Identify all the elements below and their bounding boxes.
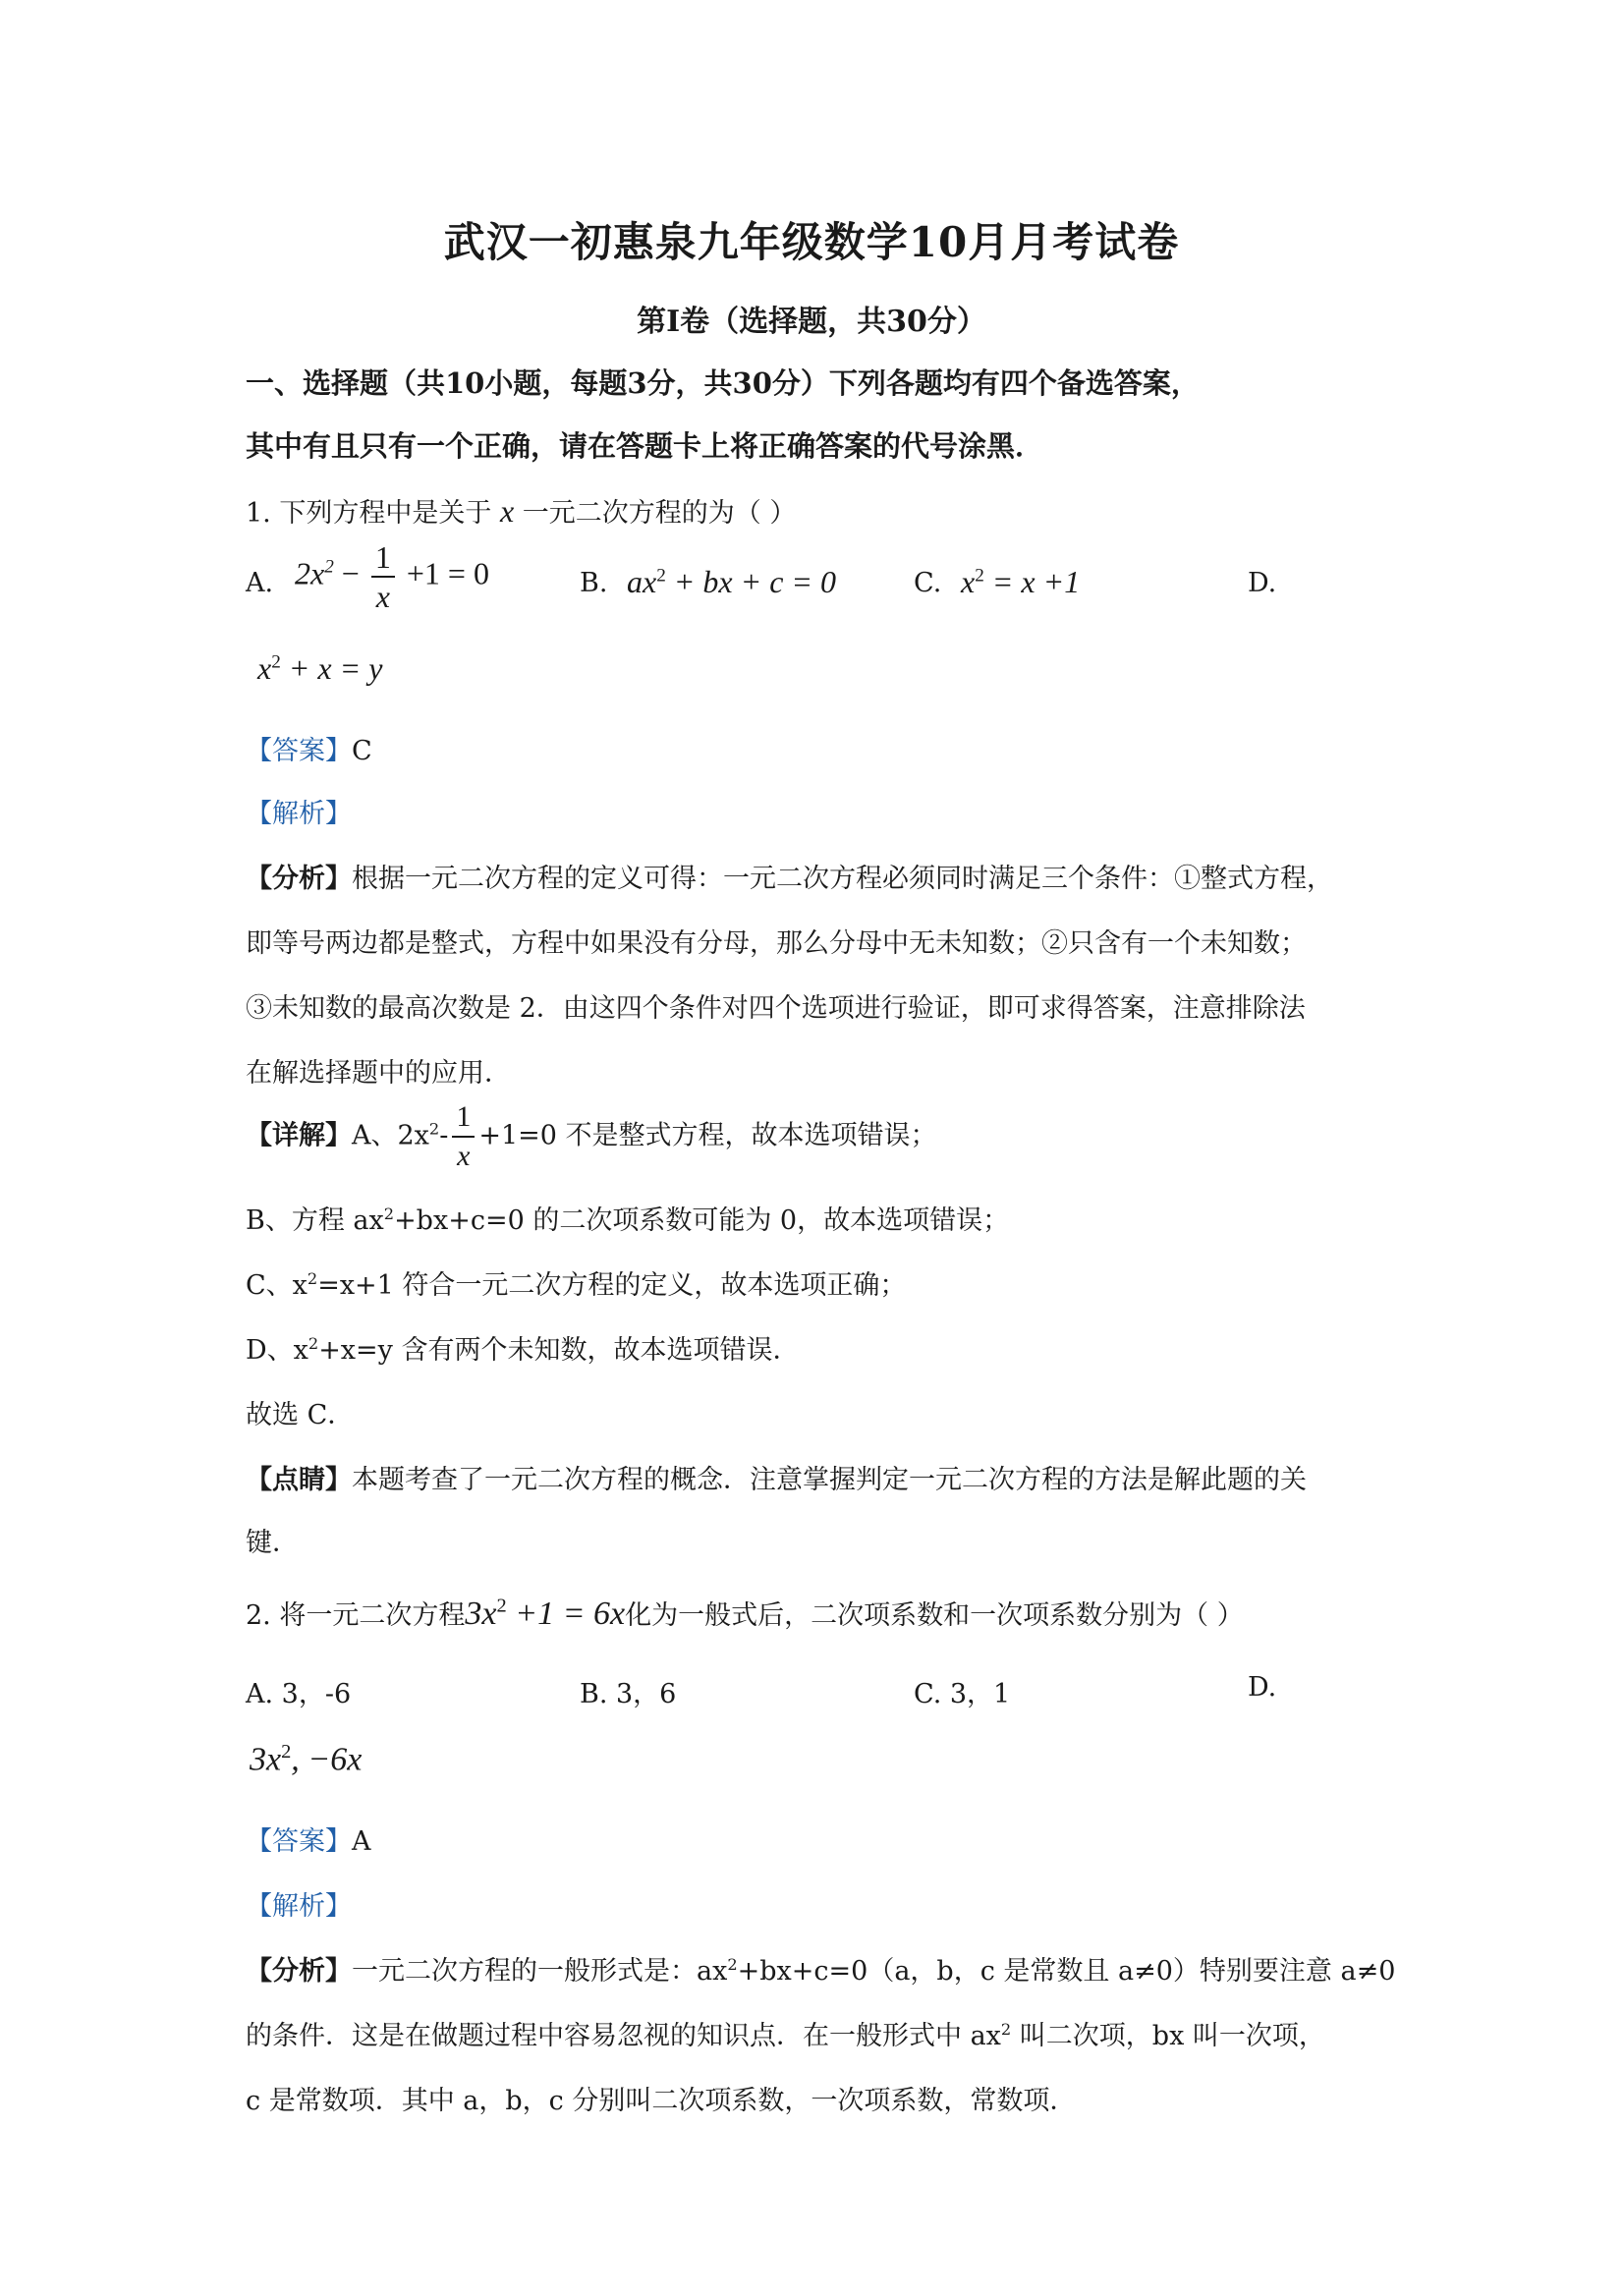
- q1-answer: [246, 729, 372, 767]
- section-instruction-line2: 其中有且只有一个正确，请在答题卡上将正确答案的代号涂黑．: [246, 429, 1044, 463]
- q1-opt-b-text: ax: [627, 564, 657, 599]
- q1-stem-var: x: [499, 493, 515, 529]
- q2-fenxi-2a: 的条件．这是在做题过程中容易忽视的知识点．在一般形式中 ax: [246, 2021, 1001, 2051]
- q1-xj-b-post: +bx+c=0 的二次项系数可能为 0，故本选项错误；: [394, 1205, 1010, 1236]
- q1-dianjing-line2: 键．: [246, 1528, 299, 1558]
- q1-fenxi-tag: 【分析】: [246, 864, 352, 894]
- q1-fenxi-line1: [246, 857, 1333, 895]
- q1-xj-a-minus: -: [439, 1120, 449, 1151]
- q1-opt-a-pre: 2x: [295, 555, 325, 591]
- q1-dianjing-text1: 本题考查了一元二次方程的概念．注意掌握判定一元二次方程的方法是解此题的关: [352, 1465, 1307, 1495]
- q2-opt-d-post: , −6x: [291, 1741, 363, 1778]
- q1-option-d-expr: [257, 650, 382, 687]
- q1-option-c-label: C.: [914, 568, 942, 598]
- q2-eq-post: +1 = 6x: [506, 1596, 626, 1632]
- q2-fenxi-1b: +bx+c=0（a，b，c 是常数且 a≠0）特别要注意 a≠0: [737, 1956, 1396, 1987]
- q1-fenxi-line2: 即等号两边都是整式，方程中如果没有分母，那么分母中无未知数；②只含有一个未知数；: [246, 928, 1307, 959]
- q1-xiangjie-tag: 【详解】: [246, 1120, 352, 1151]
- q1-xj-a-num: 1: [452, 1098, 475, 1138]
- q1-option-c-expr: [961, 564, 1080, 600]
- section-instruction-line1: 一、选择题（共10小题，每题3分，共30分）下列各题均有四个备选答案，: [246, 366, 1200, 400]
- q2-option-b: B. 3，6: [580, 1679, 677, 1709]
- q2-option-d-label: D.: [1248, 1672, 1277, 1703]
- q1-xj-d-pre: D、x: [246, 1335, 308, 1366]
- q2-option-d-expr: [250, 1741, 362, 1778]
- q2-equation: [465, 1596, 625, 1632]
- q2-answer: [246, 1820, 371, 1858]
- q1-xj-a-sup: 2: [428, 1119, 440, 1139]
- q1-opt-d-post: + x = y: [280, 650, 383, 686]
- q1-opt-a-den: x: [375, 579, 390, 614]
- q1-fenxi-line3: ③未知数的最高次数是 2．由这四个条件对四个选项进行验证，即可求得答案，注意排除法: [246, 993, 1306, 1024]
- q1-opt-a-sup: 2: [324, 556, 334, 578]
- q2-fenxi-line1: [246, 1949, 1395, 1988]
- q2-answer-value: A: [352, 1826, 371, 1857]
- q2-eq-pre: 3x: [465, 1596, 497, 1632]
- page-subtitle: 第Ⅰ卷（选择题，共30分）: [637, 305, 986, 339]
- q1-xj-c-pre: C、x: [246, 1270, 308, 1301]
- q2-fenxi-1a: 一元二次方程的一般形式是：ax: [352, 1956, 728, 1987]
- q2-fenxi-2sup: 2: [1000, 2020, 1012, 2039]
- q1-xj-a-den: x: [457, 1140, 471, 1172]
- q1-option-d-label: D.: [1248, 568, 1277, 598]
- q2-analysis-tag: 【解析】: [246, 1891, 352, 1922]
- q1-xiangjie-line-c: [246, 1263, 906, 1302]
- q1-opt-b-sup: 2: [656, 565, 666, 587]
- q1-opt-d-sup: 2: [271, 651, 281, 673]
- q1-choose: 故选 C．: [246, 1400, 355, 1430]
- q1-xj-d-post: +x=y 含有两个未知数，故本选项错误．: [318, 1335, 800, 1366]
- page-title: 武汉一初惠泉九年级数学10月月考试卷: [443, 218, 1180, 266]
- q1-opt-a-minus: −: [341, 555, 360, 591]
- q1-xiangjie-line-d: [246, 1328, 800, 1367]
- q1-opt-c-post: = x +1: [983, 564, 1081, 599]
- q1-xj-a-pre: A、2x: [352, 1120, 429, 1151]
- q1-xiangjie-line-a: [246, 1098, 937, 1175]
- q2-stem: [246, 1594, 1244, 1633]
- q1-opt-c-text: x: [961, 564, 976, 599]
- q1-stem: [246, 491, 796, 530]
- q1-xiangjie-line-b: [246, 1199, 1009, 1237]
- q1-xj-a-fraction: [452, 1098, 475, 1175]
- q2-fenxi-line2: [246, 2014, 1325, 2052]
- q1-dianjing-line1: [246, 1458, 1307, 1496]
- q1-analysis-tag: 【解析】: [246, 799, 352, 829]
- q1-fenxi-line4: 在解选择题中的应用．: [246, 1058, 511, 1089]
- q1-opt-a-num: 1: [371, 538, 395, 578]
- q1-xj-c-post: =x+1 符合一元二次方程的定义，故本选项正确；: [317, 1270, 907, 1301]
- q2-eq-sup: 2: [496, 1595, 507, 1617]
- q2-fenxi-line3: c 是常数项．其中 a，b，c 分别叫二次项系数，一次项系数，常数项．: [246, 2086, 1077, 2116]
- q1-opt-c-sup: 2: [975, 565, 984, 587]
- q1-option-a-label: A.: [246, 568, 274, 598]
- q2-fenxi-1sup: 2: [727, 1955, 738, 1974]
- q2-fenxi-tag: 【分析】: [246, 1956, 352, 1987]
- q1-option-a-expr: [295, 538, 489, 615]
- q1-xj-a-post: +1=0 不是整式方程，故本选项错误；: [478, 1120, 937, 1151]
- q1-dianjing-tag: 【点睛】: [246, 1465, 352, 1495]
- q2-opt-d-pre: 3x: [250, 1741, 282, 1778]
- q2-opt-d-sup: 2: [281, 1741, 292, 1763]
- q1-option-b-label: B.: [580, 568, 608, 598]
- q1-opt-d-text: x: [257, 650, 272, 686]
- q1-xj-c-sup: 2: [307, 1269, 318, 1288]
- q1-opt-a-fraction: [371, 538, 395, 615]
- q1-option-b-expr: [627, 564, 836, 600]
- q1-stem-part2: 一元二次方程的为（ ）: [522, 498, 797, 529]
- q1-xj-b-pre: B、方程 ax: [246, 1205, 384, 1236]
- q2-stem-part1: 2. 将一元二次方程: [246, 1600, 466, 1631]
- q1-answer-value: C: [352, 736, 372, 766]
- q2-stem-part2: 化为一般式后，二次项系数和一次项系数分别为（ ）: [625, 1600, 1244, 1631]
- q1-xj-d-sup: 2: [308, 1334, 319, 1353]
- q1-opt-a-post: +1 = 0: [406, 555, 489, 591]
- q1-stem-part1: 1. 下列方程中是关于: [246, 498, 492, 529]
- q1-xj-b-sup: 2: [383, 1204, 395, 1223]
- q2-option-c: C. 3，1: [914, 1679, 1011, 1709]
- q1-opt-b-post: + bx + c = 0: [665, 564, 836, 599]
- q2-fenxi-2b: 叫二次项，bx 叫一次项，: [1011, 2021, 1325, 2051]
- q1-fenxi-text1: 根据一元二次方程的定义可得：一元二次方程必须同时满足三个条件：①整式方程，: [352, 864, 1333, 894]
- q1-answer-tag: 【答案】: [246, 736, 352, 766]
- q2-answer-tag: 【答案】: [246, 1826, 352, 1857]
- q2-option-a: A. 3，-6: [246, 1679, 352, 1709]
